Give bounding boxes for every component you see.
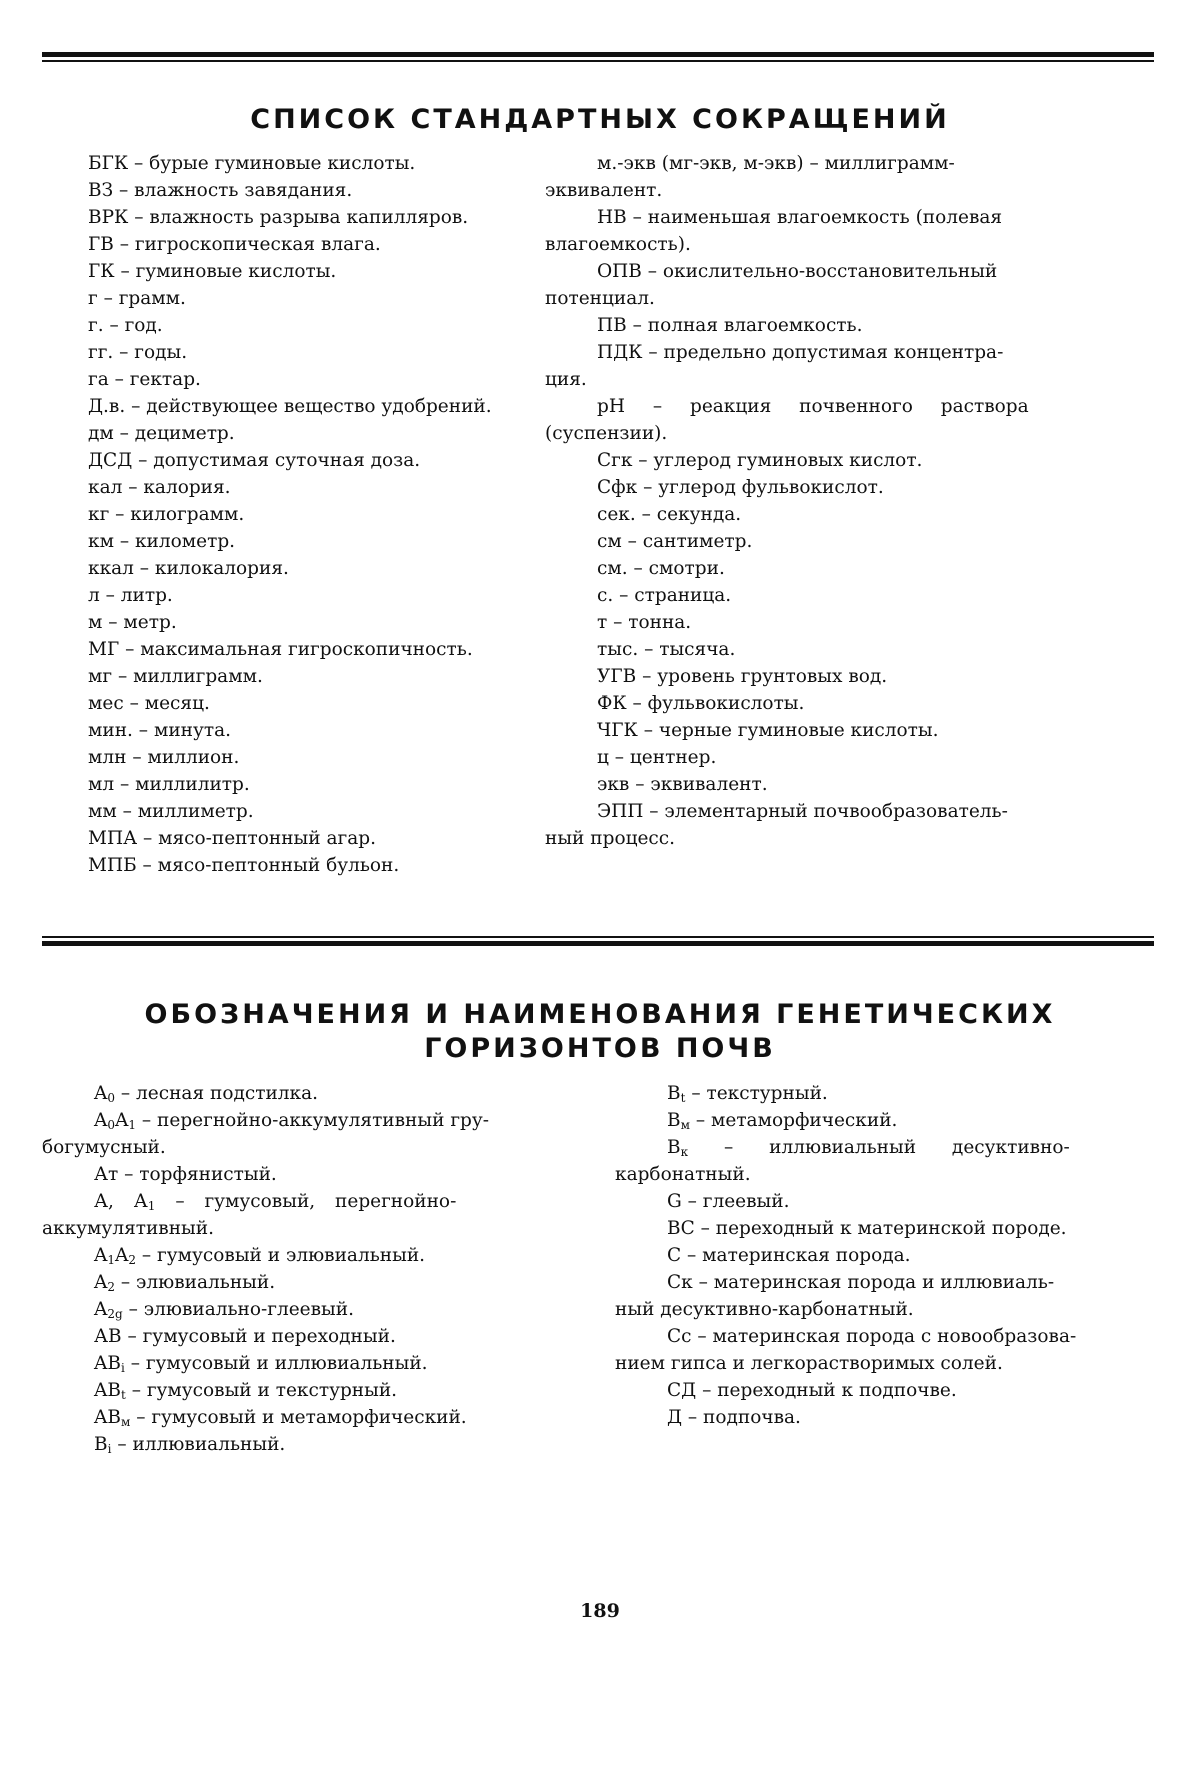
list-item: га – гектар. [88,369,201,390]
list-item: $A_2$ – элювиальный. [94,1272,276,1294]
list-item: $A_0A_1$ – перегнойно-аккумулятивный гру- [94,1110,489,1132]
list-item: мл – миллилитр. [88,774,250,795]
list-item: ВРК – влажность разрыва капилляров. [88,207,469,228]
horizons-left-column [42,1080,582,1458]
list-item: ДСД – допустимая суточная доза. [88,450,421,471]
list-item: $AB_i$ – гумусовый и иллювиальный. [94,1353,428,1375]
list-item: см – сантиметр. [597,531,753,552]
horizons-heading [60,998,1140,1066]
list-item: $A_1A_2$ – гумусовый и элювиальный. [94,1245,426,1267]
list-item: см. – смотри. [597,558,725,579]
list-item: $A_{2g}$ – элювиально-глеевый. [94,1299,354,1321]
list-item: А, $А_1$ – гумусовый, перегнойно- [94,1191,457,1213]
list-item: ЧГК – черные гуминовые кислоты. [597,720,939,741]
list-item: кал – калория. [88,477,231,498]
list-item: млн – миллион. [88,747,240,768]
list-item: сек. – секунда. [597,504,742,525]
list-item: Сгк – углерод гуминовых кислот. [597,450,923,471]
list-item: Ск – материнская порода и иллювиаль- [667,1272,1055,1293]
abbreviations-heading: СПИСОК СТАНДАРТНЫХ СОКРАЩЕНИЙ [250,104,950,135]
list-item: богумусный. [42,1137,166,1158]
list-item: нием гипса и легкорастворимых солей. [615,1353,1003,1374]
list-item: ЭПП – элементарный почвообразователь- [597,801,1008,822]
middle-rule [42,936,1154,946]
list-item: г. – год. [88,315,163,336]
list-item: влагоемкость). [545,234,691,255]
list-item: $B_t$ – текстурный. [667,1083,828,1105]
list-item: С – материнская порода. [667,1245,911,1266]
list-item: м – метр. [88,612,177,633]
list-item: ПДК – предельно допустимая концентра- [597,342,1004,363]
list-item: мм – миллиметр. [88,801,254,822]
list-item: Д – подпочва. [667,1407,801,1428]
list-item: $B_i$ – иллювиальный. [94,1434,286,1456]
list-item: МПБ – мясо-пептонный бульон. [88,855,400,876]
list-item: экв – эквивалент. [597,774,768,795]
list-item: ВС – переходный к материнской породе. [667,1218,1067,1239]
list-item: ц – центнер. [597,747,717,768]
list-item: НВ – наименьшая влагоемкость (полевая [597,207,1003,228]
list-item: с. – страница. [597,585,732,606]
list-item: км – километр. [88,531,236,552]
list-item: ФК – фульвокислоты. [597,693,805,714]
list-item: эквивалент. [545,180,663,201]
list-item: ВЗ – влажность завядания. [88,180,353,201]
list-item: карбонатный. [615,1164,751,1185]
list-item: БГК – бурые гуминовые кислоты. [88,153,416,174]
list-item: (суспензии). [545,423,668,444]
list-item: м.-экв (мг-экв, м-экв) – миллиграмм- [597,153,955,174]
list-item: ГК – гуминовые кислоты. [88,261,337,282]
list-item: МГ – максимальная гигроскопичность. [88,639,473,660]
list-item: мин. – минута. [88,720,232,741]
list-item: ОПВ – окислительно-восстановительный [597,261,998,282]
abbreviations-right-column [545,150,1029,852]
list-item: л – литр. [88,585,173,606]
list-item: дм – дециметр. [88,423,235,444]
list-item: Сс – материнская порода с новообразова- [667,1326,1077,1347]
list-item: ккал – килокалория. [88,558,289,579]
list-item: G – глеевый. [667,1191,790,1212]
horizons-heading-line2: ГОРИЗОНТОВ ПОЧВ [424,1033,776,1064]
list-item: ный процесс. [545,828,676,849]
page-number: 189 [580,1600,620,1622]
list-item: $AB_t$ – гумусовый и текстурный. [94,1380,398,1402]
list-item: ция. [545,369,587,390]
list-item: СД – переходный к подпочве. [667,1380,957,1401]
abbreviations-left-column [88,150,538,879]
horizons-right-column [615,1080,1155,1431]
list-item: кг – килограмм. [88,504,245,525]
list-item: г – грамм. [88,288,186,309]
list-item: Д.в. – действующее вещество удобрений. [88,396,492,417]
list-item: ПВ – полная влагоемкость. [597,315,863,336]
list-item: потенциал. [545,288,655,309]
horizons-heading-line1: ОБОЗНАЧЕНИЯ И НАИМЕНОВАНИЯ ГЕНЕТИЧЕСКИХ [144,999,1056,1030]
list-item: мес – месяц. [88,693,210,714]
list-item: МПА – мясо-пептонный агар. [88,828,376,849]
list-item: $B_к$ – иллювиальный десуктивно- [667,1137,1070,1159]
list-item: гг. – годы. [88,342,188,363]
list-item: Сфк – углерод фульвокислот. [597,477,884,498]
list-item: тыс. – тысяча. [597,639,736,660]
top-rule [42,52,1154,62]
list-item: $AB_м$ – гумусовый и метаморфический. [94,1407,467,1429]
list-item: УГВ – уровень грунтовых вод. [597,666,888,687]
list-item: $A_0$ – лесная подстилка. [94,1083,319,1105]
list-item: pH – реакция почвенного раствора [597,396,1029,417]
list-item: мг – миллиграмм. [88,666,263,687]
list-item: ГВ – гигроскопическая влага. [88,234,381,255]
list-item: АВ – гумусовый и переходный. [94,1326,396,1347]
list-item: т – тонна. [597,612,692,633]
list-item: Ат – торфянистый. [94,1164,277,1185]
list-item: аккумулятивный. [42,1218,214,1239]
list-item: $B_м$ – метаморфический. [667,1110,898,1132]
list-item: ный десуктивно-карбонатный. [615,1299,914,1320]
